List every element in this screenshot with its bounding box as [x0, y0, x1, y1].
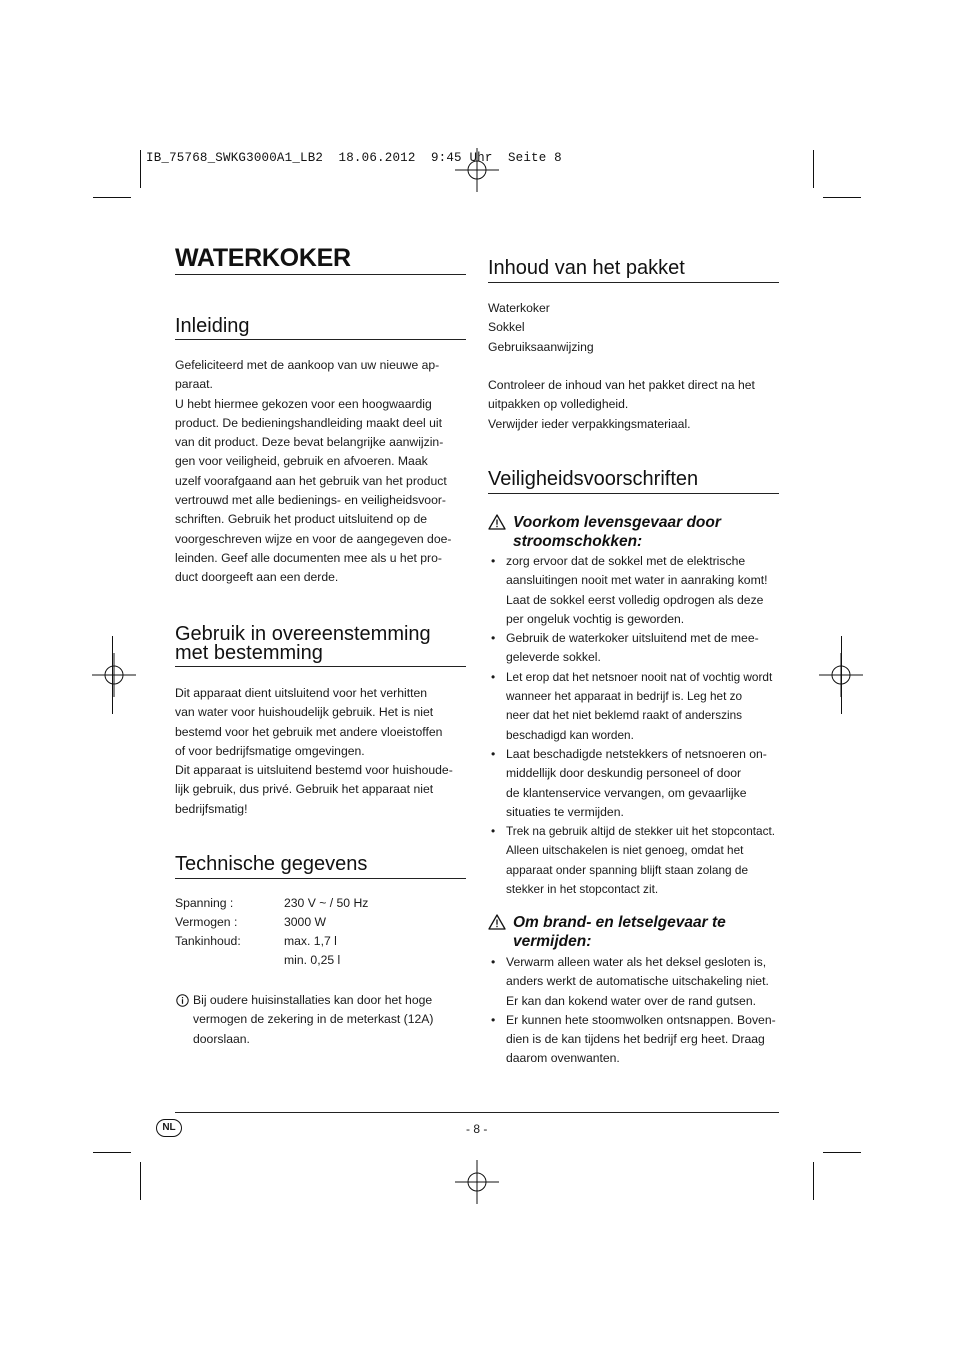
list-item: • Verwarm alleen water als het deksel gesloten is, anders werkt de automatische uitschakeling niet. Er kan dan kokend water over de rand gutsen. [488, 953, 788, 1011]
warning-heading-stroom: Voorkom levensgevaar door stroomschokken: [488, 513, 788, 551]
heading-rule [175, 878, 466, 879]
list-item: • Laat beschadigde netstekkers of netsnoeren on- middellijk door deskundig personeel of door de klantenservice vervangen, om gevaarlijke situaties te vermijden. [488, 745, 788, 822]
warning-triangle-icon [488, 914, 506, 930]
crop-mark [823, 197, 861, 198]
footer-rule [175, 1112, 779, 1113]
registration-mark-icon [455, 1160, 499, 1204]
crop-mark [112, 636, 113, 714]
page-title: WATERKOKER [175, 244, 351, 272]
heading-rule [175, 339, 466, 340]
page-number: - 8 - [466, 1122, 488, 1136]
crop-mark [823, 1152, 861, 1153]
crop-mark [813, 1162, 814, 1200]
registration-mark-icon [92, 653, 136, 697]
contents-text: Controleer de inhoud van het pakket direct na het uitpakken op volledigheid. Verwijder ieder verpakkingsmateriaal. [488, 378, 755, 431]
crop-mark [140, 150, 141, 188]
heading-technische-gegevens: Technische gegevens [175, 853, 368, 875]
heading-inhoud: Inhoud van het pakket [488, 257, 685, 279]
crop-mark [93, 197, 131, 198]
list-item: • zorg ervoor dat de sokkel met de elektrische aansluitingen nooit met water in aanraking komt! Laat de sokkel eerst volledig opdrogen als deze per ongeluk vochtig is geworden. [488, 552, 788, 629]
warning-list-stroom [488, 552, 788, 899]
list-item: • Let erop dat het netsnoer nooit nat of vochtig wordt wanneer het apparaat in bedrijf is. Leg het zo neer dat het niet beklemd raakt of anderszins beschadigd kan worden. [488, 668, 788, 745]
registration-mark-icon [455, 148, 499, 192]
heading-gebruik: Gebruik in overeenstemming met bestemming [175, 623, 431, 664]
info-icon [176, 994, 189, 1007]
contents-list: Waterkoker Sokkel Gebruiksaanwijzing [488, 301, 594, 354]
crop-mark [841, 636, 842, 714]
warning-heading-brand: Om brand- en letselgevaar te vermijden: [488, 913, 788, 951]
heading-rule [488, 493, 779, 494]
heading-rule [488, 282, 779, 283]
heading-inleiding: Inleiding [175, 315, 250, 337]
crop-mark [140, 1162, 141, 1200]
title-rule [175, 274, 466, 275]
heading-rule [175, 666, 466, 667]
usage-text: Dit apparaat dient uitsluitend voor het verhitten van water voor huishoudelijk gebruik. Het is niet bestemd voor het gebruik met andere vloeistoffen of voor bedrijfsmatige omgevingen. Dit apparaat is uitsluitend bestemd voor huishoude- lijk gebruik, dus privé. Gebruik het apparaat niet bedrijfsmatig! [175, 686, 453, 816]
warning-list-brand [488, 953, 788, 1069]
heading-veiligheid: Veiligheidsvoorschriften [488, 468, 699, 490]
warning-triangle-icon [488, 514, 506, 530]
crop-mark [93, 1152, 131, 1153]
list-item: • Er kunnen hete stoomwolken ontsnappen. Boven- dien is de kan tijdens het bedrijf erg heet. Draag daarom ovenwanten. [488, 1011, 788, 1069]
crop-mark [813, 150, 814, 188]
intro-text: Gefeliciteerd met de aankoop van uw nieuwe ap- paraat. U hebt hiermee gekozen voor een hoogwaardig product. De bedieningshandleiding maakt deel uit van dit product. Deze bevat belangrijke aanwijzin- gen voor veiligheid, gebruik en afvoeren. Maak uzelf voorafgaand aan het gebruik van het product vertrouwd met alle bedienings- en veiligheidsvoor- schriften. Gebruik het product uitsluitend op de voorgeschreven wijze en voor de aangegeven doe- leinden. Geef alle documenten mee als u het pro- duct doorgeeft aan een derde. [175, 358, 452, 585]
list-item: • Gebruik de waterkoker uitsluitend met de mee- geleverde sokkel. [488, 629, 788, 668]
language-badge: NL [156, 1119, 182, 1137]
list-item: • Trek na gebruik altijd de stekker uit het stopcontact. Alleen uitschakelen is niet genoeg, omdat het apparaat onder spanning blijft staan zolang de stekker in het stopcontact zit. [488, 822, 788, 899]
print-slug: IB_75768_SWKG3000A1_LB2 18.06.2012 9:45 Uhr Seite 8 [146, 151, 562, 165]
tech-note: Bij oudere huisinstallaties kan door het hoge vermogen de zekering in de meterkast (12A) doorslaan. [193, 993, 434, 1046]
